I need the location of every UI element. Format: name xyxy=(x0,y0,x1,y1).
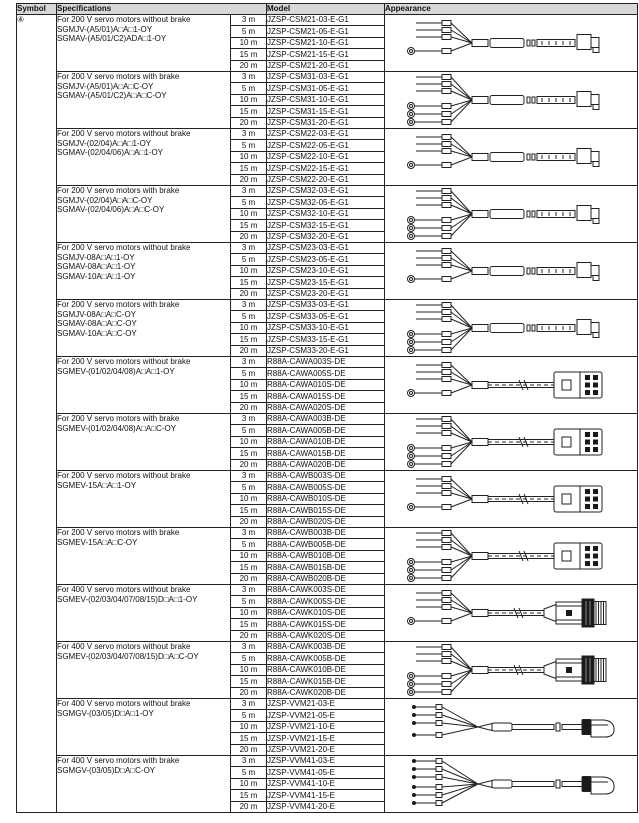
length-cell: 20 m xyxy=(231,288,267,299)
spec-line: SGMJV-08A□A□1-OY xyxy=(57,252,135,262)
spec-line: SGMGV-(03/05)D□A□C-OY xyxy=(57,765,156,775)
model-cell: R88A-CAWB010B-DE xyxy=(267,550,385,561)
length-cell: 20 m xyxy=(231,345,267,356)
length-cell: 15 m xyxy=(231,277,267,288)
spec-line: For 200 V servo motors without brake xyxy=(57,357,191,366)
spec-line: For 400 V servo motors without brake xyxy=(57,699,191,708)
spec-line: SGMAV-10A□A□1-OY xyxy=(57,271,136,281)
spec-line: For 200 V servo motors with brake xyxy=(57,528,180,537)
model-cell: R88A-CAWA015B-DE xyxy=(267,448,385,459)
spec-cell xyxy=(57,699,231,756)
length-cell: 3 m xyxy=(231,471,267,482)
length-cell: 20 m xyxy=(231,573,267,584)
spec-cell xyxy=(57,528,231,585)
length-cell: 20 m xyxy=(231,231,267,242)
appearance-cell xyxy=(385,756,638,813)
model-cell: R88A-CAWK010S-DE xyxy=(267,607,385,618)
model-cell: R88A-CAWA005S-DE xyxy=(267,368,385,379)
spec-line: SGMJV-08A□A□C-OY xyxy=(57,309,137,319)
model-cell: JZSP-CSM33-10-E-G1 xyxy=(267,322,385,333)
model-cell: JZSP-CSM23-03-E-G1 xyxy=(267,243,385,254)
length-cell: 3 m xyxy=(231,129,267,140)
header-appearance: Appearance xyxy=(385,4,638,15)
spec-line: SGMAV-(02/04/06)A□A□1-OY xyxy=(57,148,163,157)
model-cell: JZSP-CSM32-05-E-G1 xyxy=(267,197,385,208)
spec-cell xyxy=(57,15,231,72)
model-cell: R88A-CAWA015S-DE xyxy=(267,391,385,402)
model-cell: JZSP-CSM32-03-E-G1 xyxy=(267,186,385,197)
spec-line: For 200 V servo motors with brake xyxy=(57,414,180,423)
model-cell: R88A-CAWK005S-DE xyxy=(267,596,385,607)
cable-angled-plug-with-ring-illustration xyxy=(386,699,636,755)
model-cell: R88A-CAWB015S-DE xyxy=(267,505,385,516)
appearance-cell xyxy=(385,186,638,243)
model-cell: JZSP-CSM21-20-E-G1 xyxy=(267,60,385,71)
spec-line: For 400 V servo motors without brake xyxy=(57,642,191,651)
length-cell: 5 m xyxy=(231,539,267,550)
table-row xyxy=(17,756,638,767)
length-cell: 15 m xyxy=(231,391,267,402)
cable-angled-plug-with-ring-illustration xyxy=(386,756,636,812)
length-cell: 15 m xyxy=(231,334,267,345)
table-row xyxy=(17,186,638,197)
appearance-cell xyxy=(385,357,638,414)
table-row xyxy=(17,528,638,539)
model-cell: JZSP-CSM32-15-E-G1 xyxy=(267,220,385,231)
length-cell: 3 m xyxy=(231,186,267,197)
model-cell: R88A-CAWA020S-DE xyxy=(267,402,385,413)
cable-right-angle-plug-illustration xyxy=(386,15,636,71)
model-cell: R88A-CAWA010B-DE xyxy=(267,436,385,447)
length-cell: 15 m xyxy=(231,790,267,801)
header-specifications: Specifications xyxy=(57,4,267,15)
table-row xyxy=(17,357,638,368)
appearance-cell xyxy=(385,129,638,186)
table-row xyxy=(17,243,638,254)
spec-line: SGMEV-(01/02/04/08)A□A□C-OY xyxy=(57,423,177,433)
cable-rectangular-block-connector-illustration xyxy=(386,414,636,470)
cable-rectangular-block-connector-illustration xyxy=(386,471,636,527)
spec-line: SGMJV-(A5/01)A□A□1-OY xyxy=(57,24,153,34)
appearance-cell xyxy=(385,642,638,699)
length-cell: 20 m xyxy=(231,630,267,641)
model-cell: JZSP-CSM31-15-E-G1 xyxy=(267,106,385,117)
model-cell: JZSP-CSM33-15-E-G1 xyxy=(267,334,385,345)
spec-line: SGMJV-(A5/01)A□A□C-OY xyxy=(57,81,154,91)
model-cell: R88A-CAWK005B-DE xyxy=(267,653,385,664)
spec-line: For 200 V servo motors without brake xyxy=(57,129,191,138)
appearance-cell xyxy=(385,585,638,642)
symbol-cell: ④ xyxy=(17,15,57,813)
length-cell: 10 m xyxy=(231,94,267,105)
spec-line: SGMJV-(02/04)A□A□1-OY xyxy=(57,138,152,148)
model-cell: JZSP-CSM33-03-E-G1 xyxy=(267,300,385,311)
spec-line: For 400 V servo motors with brake xyxy=(57,756,180,765)
length-cell: 15 m xyxy=(231,505,267,516)
spec-line: SGMEV-15A□A□1-OY xyxy=(57,480,137,490)
header-row xyxy=(17,4,638,15)
model-cell: JZSP-CSM21-10-E-G1 xyxy=(267,37,385,48)
length-cell: 20 m xyxy=(231,117,267,128)
length-cell: 20 m xyxy=(231,60,267,71)
model-cell: R88A-CAWK020S-DE xyxy=(267,630,385,641)
spec-cell xyxy=(57,585,231,642)
model-cell: JZSP-VVM21-15-E xyxy=(267,733,385,744)
length-cell: 10 m xyxy=(231,607,267,618)
appearance-cell xyxy=(385,15,638,72)
length-cell: 15 m xyxy=(231,676,267,687)
spec-line: For 200 V servo motors with brake xyxy=(57,300,180,309)
length-cell: 3 m xyxy=(231,300,267,311)
model-cell: JZSP-VVM41-15-E xyxy=(267,790,385,801)
model-cell: R88A-CAWB020S-DE xyxy=(267,516,385,527)
model-cell: JZSP-CSM31-10-E-G1 xyxy=(267,94,385,105)
model-cell: JZSP-CSM22-10-E-G1 xyxy=(267,151,385,162)
length-cell: 10 m xyxy=(231,721,267,732)
model-cell: JZSP-CSM22-03-E-G1 xyxy=(267,129,385,140)
header-model: Model xyxy=(267,4,385,15)
table-row xyxy=(17,699,638,710)
model-cell: JZSP-CSM23-20-E-G1 xyxy=(267,288,385,299)
model-cell: JZSP-CSM31-03-E-G1 xyxy=(267,72,385,83)
spec-line: For 400 V servo motors without brake xyxy=(57,585,191,594)
length-cell: 5 m xyxy=(231,26,267,37)
spec-line: SGMAV-08A□A□1-OY xyxy=(57,262,136,271)
spec-cell xyxy=(57,756,231,813)
spec-line: SGMEV-(02/03/04/07/08/15)D□A□C-OY xyxy=(57,651,199,661)
spec-line: For 200 V servo motors with brake xyxy=(57,186,180,195)
model-cell: R88A-CAWB010S-DE xyxy=(267,493,385,504)
spec-line: SGMJV-(02/04)A□A□C-OY xyxy=(57,195,153,205)
length-cell: 10 m xyxy=(231,778,267,789)
model-cell: JZSP-CSM21-03-E-G1 xyxy=(267,15,385,26)
length-cell: 15 m xyxy=(231,619,267,630)
length-cell: 5 m xyxy=(231,83,267,94)
spec-line: SGMEV-(01/02/04/08)A□A□1-OY xyxy=(57,366,175,376)
length-cell: 5 m xyxy=(231,368,267,379)
model-cell: JZSP-CSM33-05-E-G1 xyxy=(267,311,385,322)
model-cell: JZSP-VVM21-05-E xyxy=(267,710,385,721)
spec-line: SGMAV-(02/04/06)A□A□C-OY xyxy=(57,205,165,214)
table-row xyxy=(17,585,638,596)
model-cell: R88A-CAWA010S-DE xyxy=(267,379,385,390)
length-cell: 3 m xyxy=(231,642,267,653)
spec-line: SGMAV-08A□A□C-OY xyxy=(57,319,137,328)
model-cell: JZSP-VVM41-03-E xyxy=(267,756,385,767)
appearance-cell xyxy=(385,471,638,528)
spec-line: SGMAV-(A5/01/C2)A□A□C-OY xyxy=(57,91,167,100)
spec-line: For 200 V servo motors with brake xyxy=(57,72,180,81)
cable-right-angle-plug-illustration xyxy=(386,186,636,242)
spec-cell xyxy=(57,414,231,471)
length-cell: 20 m xyxy=(231,174,267,185)
length-cell: 5 m xyxy=(231,596,267,607)
model-cell: JZSP-VVM21-10-E xyxy=(267,721,385,732)
model-cell: R88A-CAWB005S-DE xyxy=(267,482,385,493)
length-cell: 15 m xyxy=(231,49,267,60)
spec-cell xyxy=(57,471,231,528)
spec-line: For 200 V servo motors without brake xyxy=(57,243,191,252)
length-cell: 15 m xyxy=(231,562,267,573)
model-cell: JZSP-CSM31-05-E-G1 xyxy=(267,83,385,94)
spec-cell xyxy=(57,300,231,357)
spec-line: For 200 V servo motors without brake xyxy=(57,471,191,480)
table-row xyxy=(17,15,638,26)
table-row xyxy=(17,300,638,311)
table-row xyxy=(17,471,638,482)
length-cell: 3 m xyxy=(231,72,267,83)
model-cell: JZSP-CSM22-15-E-G1 xyxy=(267,163,385,174)
table-row xyxy=(17,642,638,653)
model-cell: R88A-CAWK015B-DE xyxy=(267,676,385,687)
spec-line: For 200 V servo motors without brake xyxy=(57,15,191,24)
length-cell: 3 m xyxy=(231,528,267,539)
model-cell: JZSP-VVM41-10-E xyxy=(267,778,385,789)
length-cell: 20 m xyxy=(231,744,267,755)
length-cell: 3 m xyxy=(231,15,267,26)
length-cell: 10 m xyxy=(231,379,267,390)
model-cell: JZSP-CSM31-20-E-G1 xyxy=(267,117,385,128)
model-cell: JZSP-VVM41-05-E xyxy=(267,767,385,778)
length-cell: 5 m xyxy=(231,425,267,436)
model-cell: R88A-CAWB003B-DE xyxy=(267,528,385,539)
length-cell: 20 m xyxy=(231,687,267,698)
model-cell: R88A-CAWB005B-DE xyxy=(267,539,385,550)
model-cell: R88A-CAWA003S-DE xyxy=(267,357,385,368)
spec-line: SGMEV-15A□A□C-OY xyxy=(57,537,138,547)
length-cell: 3 m xyxy=(231,414,267,425)
length-cell: 10 m xyxy=(231,151,267,162)
length-cell: 10 m xyxy=(231,493,267,504)
model-cell: R88A-CAWB015B-DE xyxy=(267,562,385,573)
length-cell: 10 m xyxy=(231,265,267,276)
model-cell: R88A-CAWA020B-DE xyxy=(267,459,385,470)
cable-selection-table xyxy=(16,3,638,813)
model-cell: JZSP-CSM23-10-E-G1 xyxy=(267,265,385,276)
length-cell: 3 m xyxy=(231,585,267,596)
length-cell: 10 m xyxy=(231,436,267,447)
cable-right-angle-plug-illustration xyxy=(386,129,636,185)
cable-right-angle-plug-illustration xyxy=(386,72,636,128)
length-cell: 15 m xyxy=(231,106,267,117)
spec-cell xyxy=(57,129,231,186)
model-cell: JZSP-CSM32-20-E-G1 xyxy=(267,231,385,242)
length-cell: 15 m xyxy=(231,448,267,459)
model-cell: JZSP-CSM22-20-E-G1 xyxy=(267,174,385,185)
cable-right-angle-plug-illustration xyxy=(386,243,636,299)
cable-round-mil-connector-illustration xyxy=(386,642,636,698)
model-cell: JZSP-CSM32-10-E-G1 xyxy=(267,208,385,219)
model-cell: R88A-CAWK010B-DE xyxy=(267,664,385,675)
spec-line: SGMGV-(03/05)D□A□1-OY xyxy=(57,708,154,718)
spec-cell xyxy=(57,243,231,300)
length-cell: 5 m xyxy=(231,482,267,493)
model-cell: R88A-CAWK020B-DE xyxy=(267,687,385,698)
length-cell: 10 m xyxy=(231,664,267,675)
length-cell: 5 m xyxy=(231,653,267,664)
appearance-cell xyxy=(385,414,638,471)
spec-line: SGMAV-(A5/01/C2)ADA□1-OY xyxy=(57,34,167,43)
length-cell: 5 m xyxy=(231,197,267,208)
length-cell: 3 m xyxy=(231,756,267,767)
length-cell: 10 m xyxy=(231,37,267,48)
length-cell: 3 m xyxy=(231,699,267,710)
length-cell: 20 m xyxy=(231,801,267,812)
appearance-cell xyxy=(385,699,638,756)
model-cell: R88A-CAWA003B-DE xyxy=(267,414,385,425)
length-cell: 5 m xyxy=(231,254,267,265)
cable-rectangular-block-connector-illustration xyxy=(386,357,636,413)
model-cell: JZSP-CSM21-15-E-G1 xyxy=(267,49,385,60)
model-cell: JZSP-VVM41-20-E xyxy=(267,801,385,812)
length-cell: 15 m xyxy=(231,163,267,174)
spec-line: SGMAV-10A□A□C-OY xyxy=(57,328,137,338)
header-symbol: Symbol xyxy=(17,4,57,15)
model-cell: JZSP-CSM23-05-E-G1 xyxy=(267,254,385,265)
length-cell: 5 m xyxy=(231,710,267,721)
table-row xyxy=(17,129,638,140)
table-row xyxy=(17,72,638,83)
model-cell: JZSP-CSM22-05-E-G1 xyxy=(267,140,385,151)
model-cell: R88A-CAWK003B-DE xyxy=(267,642,385,653)
model-cell: R88A-CAWA005B-DE xyxy=(267,425,385,436)
spec-cell xyxy=(57,357,231,414)
length-cell: 3 m xyxy=(231,243,267,254)
spec-cell xyxy=(57,72,231,129)
appearance-cell xyxy=(385,243,638,300)
cable-right-angle-plug-illustration xyxy=(386,300,636,356)
length-cell: 15 m xyxy=(231,733,267,744)
length-cell: 10 m xyxy=(231,550,267,561)
model-cell: JZSP-CSM33-20-E-G1 xyxy=(267,345,385,356)
length-cell: 20 m xyxy=(231,402,267,413)
length-cell: 3 m xyxy=(231,357,267,368)
model-cell: R88A-CAWB020B-DE xyxy=(267,573,385,584)
model-cell: R88A-CAWK003S-DE xyxy=(267,585,385,596)
spec-line: SGMEV-(02/03/04/07/08/15)D□A□1-OY xyxy=(57,594,198,604)
length-cell: 5 m xyxy=(231,767,267,778)
table-row xyxy=(17,414,638,425)
cable-round-mil-connector-illustration xyxy=(386,585,636,641)
model-cell: JZSP-VVM21-20-E xyxy=(267,744,385,755)
cable-rectangular-block-connector-illustration xyxy=(386,528,636,584)
model-cell: JZSP-CSM23-15-E-G1 xyxy=(267,277,385,288)
length-cell: 5 m xyxy=(231,140,267,151)
spec-cell xyxy=(57,186,231,243)
length-cell: 20 m xyxy=(231,459,267,470)
spec-cell xyxy=(57,642,231,699)
length-cell: 10 m xyxy=(231,322,267,333)
length-cell: 20 m xyxy=(231,516,267,527)
model-cell: R88A-CAWK015S-DE xyxy=(267,619,385,630)
model-cell: JZSP-VVM21-03-E xyxy=(267,699,385,710)
length-cell: 15 m xyxy=(231,220,267,231)
model-cell: JZSP-CSM21-05-E-G1 xyxy=(267,26,385,37)
appearance-cell xyxy=(385,72,638,129)
length-cell: 5 m xyxy=(231,311,267,322)
model-cell: R88A-CAWB003S-DE xyxy=(267,471,385,482)
length-cell: 10 m xyxy=(231,208,267,219)
appearance-cell xyxy=(385,528,638,585)
appearance-cell xyxy=(385,300,638,357)
